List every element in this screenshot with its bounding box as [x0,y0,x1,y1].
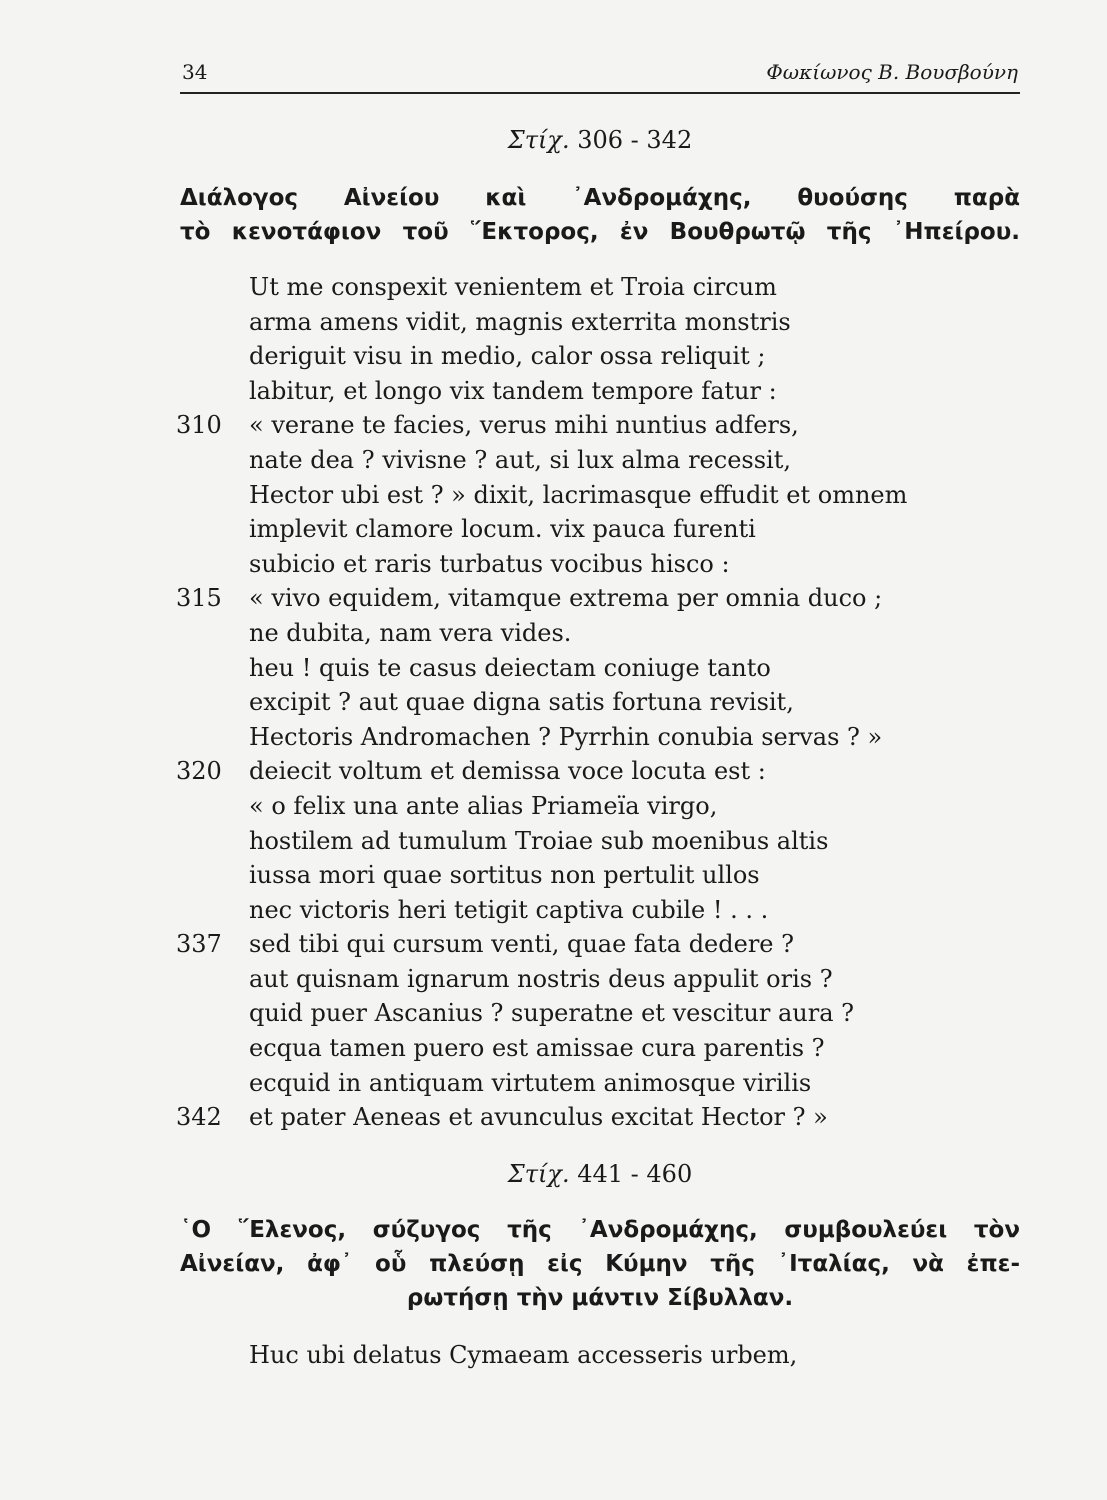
verse-line [160,754,1020,789]
section-1-verse-range [180,126,1020,154]
verse-text: deriguit visu in medio, calor ossa reliquit ; [249,342,766,371]
verse-text: Ut me conspexit venientem et Troia circum [249,273,777,301]
verse-text: « vivo equidem, vitamque extrema per omnia duco ; [249,584,883,613]
verse-line [160,1100,1020,1135]
section-2-heading [180,1213,1020,1315]
verse-text: deiecit voltum et demissa voce locuta est : [249,757,766,786]
page-number: 34 [182,60,208,84]
verse-range-prefix: Στίχ. [507,126,570,154]
verse-text: nate dea ? vivisne ? aut, si lux alma recessit, [249,445,791,474]
verse-line [160,581,1020,616]
verse-line [160,824,1020,859]
verse-line [160,339,1020,374]
verse-text: labitur, et longo vix tandem tempore fatur : [249,376,777,405]
line-number: 310 [176,411,222,440]
verse-line [160,996,1020,1031]
verse-line [160,927,1020,962]
verse-line [160,1031,1020,1066]
verse-line [160,651,1020,686]
verse-line [160,858,1020,893]
verse-text: Hectoris Andromachen ? Pyrrhin conubia servas ? » [249,722,883,751]
verse-line [160,962,1020,997]
section-1-heading [180,181,1020,249]
verse-text: ecquid in antiquam virtutem animosque virilis [249,1068,812,1097]
verse-line [160,443,1020,478]
verse-text: heu ! quis te casus deiectam coniuge tanto [249,653,771,682]
verse-line [160,893,1020,928]
section-2-verse-range [180,1160,1020,1188]
verse-line [160,720,1020,755]
verse-text: subicio et raris turbatus vocibus hisco : [249,549,730,578]
verse-line [160,270,1020,305]
verse-line [160,305,1020,340]
heading-line: ῾Ο ῞Ελενος, σύζυγος τῆς ᾿Ανδρομάχης, συμβουλεύει τὸν [180,1217,1020,1243]
heading-line: Διάλογος Αἰνείου καὶ ᾿Ανδρομάχης, θυούσης παρὰ [180,185,1020,211]
verse-line [160,789,1020,824]
verse-text: ne dubita, nam vera vides. [249,618,572,647]
running-head: Φωκίωνος Β. Βουσβούνη [766,60,1018,84]
verse-line [160,1066,1020,1101]
verse-text: hostilem ad tumulum Troiae sub moenibus altis [249,826,829,855]
verse-range-numbers: 441 - 460 [577,1160,693,1188]
line-number: 337 [176,930,222,959]
verse-line [160,374,1020,409]
verse-text: quid puer Ascanius ? superatne et vescitur aura ? [249,999,855,1028]
line-number: 315 [176,584,222,613]
verse-line [160,478,1020,513]
page-header [180,58,1020,94]
verse-text: ecqua tamen puero est amissae cura parentis ? [249,1034,825,1063]
verse-text: aut quisnam ignarum nostris deus appulit oris ? [249,964,833,993]
verse-range-prefix: Στίχ. [507,1160,570,1188]
verse-text: nec victoris heri tetigit captiva cubile ! . . . [249,895,769,924]
heading-line: τὸ κενοτάφιον τοῦ ῞Εκτορος, ἐν Βουθρωτῷ τῆς ᾿Ηπείρου. [180,219,1020,245]
verse-text: arma amens vidit, magnis exterrita monstris [249,307,791,336]
verse-text: Hector ubi est ? » dixit, lacrimasque effudit et omnem [249,480,908,509]
heading-line: ρωτήσῃ τὴν μάντιν Σίβυλλαν. [406,1285,794,1311]
verse-text: et pater Aeneas et avunculus excitat Hector ? » [249,1103,828,1132]
verse-text: implevit clamore locum. vix pauca furenti [249,515,756,544]
line-number: 342 [176,1103,222,1132]
verse-line [160,547,1020,582]
verse-text: iussa mori quae sortitus non pertulit ullos [249,861,760,890]
verse-line [160,408,1020,443]
verse-range-numbers: 306 - 342 [577,126,693,154]
verse-line [160,616,1020,651]
verse-text: « verane te facies, verus mihi nuntius adfers, [249,411,799,440]
verse-line [160,685,1020,720]
verse-text: « o felix una ante alias Priameïa virgo, [249,791,718,820]
verse-text: sed tibi qui cursum venti, quae fata dedere ? [249,930,794,959]
line-number: 320 [176,757,222,786]
section-2-first-verse: Huc ubi delatus Cymaeam accesseris urbem, [249,1341,798,1369]
verse-text: excipit ? aut quae digna satis fortuna revisit, [249,688,794,717]
latin-verse-block [160,270,1020,1135]
heading-line: Αἰνείαν, ἀφ᾿ οὗ πλεύσῃ εἰς Κύμην τῆς ᾿Ιταλίας, νὰ ἐπε- [180,1251,1020,1277]
verse-line [160,512,1020,547]
